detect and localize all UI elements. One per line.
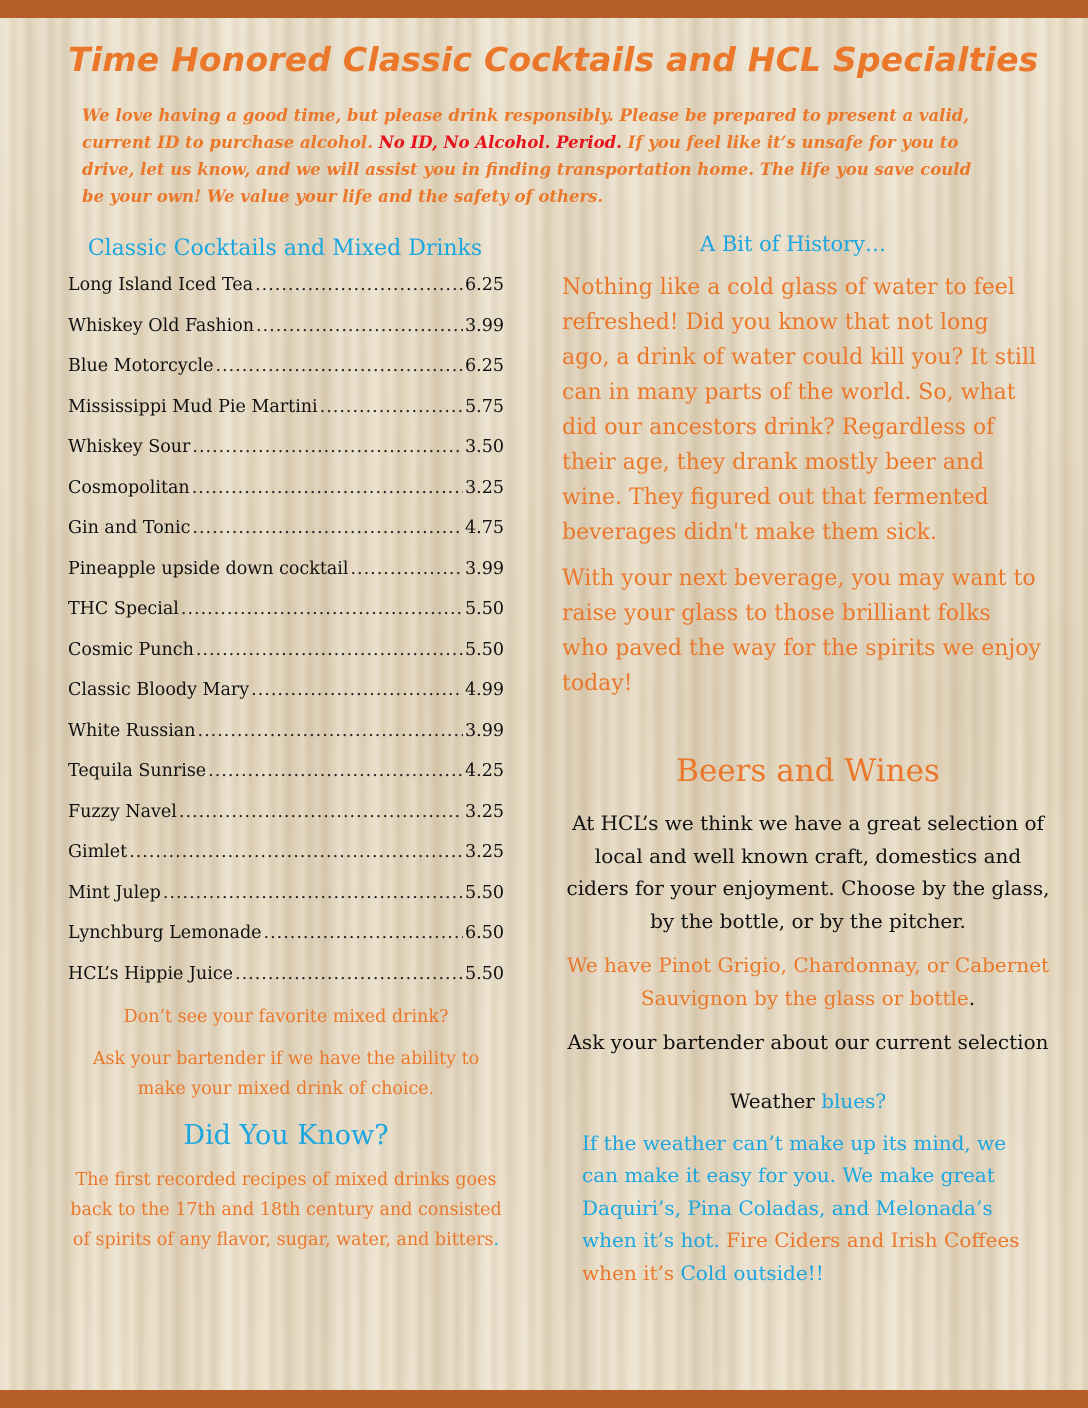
weather-text-blue-end: Cold outside!! <box>680 1260 824 1285</box>
menu-item <box>68 356 504 397</box>
item-name: Cosmopolitan <box>68 477 190 498</box>
item-price: 5.75 <box>465 396 504 417</box>
weather-text-orange: Fire Ciders and Irish Coffees when it’s <box>582 1228 1020 1285</box>
dot-leader <box>192 437 463 457</box>
item-price: 5.50 <box>465 963 504 984</box>
menu-item <box>68 923 504 964</box>
id-warning: No ID, No Alcohol. Period. <box>378 133 622 152</box>
weather-heading-b: blues? <box>821 1088 887 1113</box>
left-column <box>68 236 504 1255</box>
item-price: 6.25 <box>465 356 504 376</box>
page-title: Time Honored Classic Cocktails and HCL Specialties <box>68 40 1039 79</box>
dot-leader <box>235 964 463 984</box>
weather-body <box>582 1127 1042 1290</box>
item-price: 4.25 <box>465 761 504 781</box>
item-name: Gin and Tonic <box>68 518 191 538</box>
item-price: 5.50 <box>465 639 504 660</box>
notice-text-1: We love having a good time, but please drink responsibly. Please be prepared to present a valid, current ID to purchase alcohol. <box>82 106 969 152</box>
item-name: Whiskey Sour <box>68 437 191 457</box>
did-you-know-body <box>68 1165 504 1255</box>
item-price: 5.50 <box>465 599 504 619</box>
item-price: 6.25 <box>465 275 504 295</box>
item-name: Mississippi Mud Pie Martini <box>68 396 318 417</box>
item-price: 3.99 <box>465 558 504 579</box>
item-price: 3.25 <box>465 801 504 822</box>
item-name: Mint Julep <box>68 882 161 903</box>
item-name: Lynchburg Lemonade <box>68 923 262 943</box>
item-name: Fuzzy Navel <box>68 801 177 822</box>
beers-wines-heading: Beers and Wines <box>676 753 940 789</box>
dont-see-text: Don’t see your favorite mixed drink? <box>123 1007 449 1027</box>
beers-body: At HCL’s we think we have a great selection of local and well known craft, domestics and ciders for your enjoyment. Choose by the glass, by the bottle, or by the pitcher. <box>566 811 1050 933</box>
item-name: Cosmic Punch <box>68 639 194 660</box>
menu-item <box>68 559 504 600</box>
item-name: Long Island Iced Tea <box>68 275 254 295</box>
menu-item <box>68 640 504 681</box>
menu-item <box>68 437 504 478</box>
dot-leader <box>192 518 463 538</box>
item-name: Blue Motorcycle <box>68 356 214 376</box>
dot-leader <box>179 802 463 822</box>
menu-item <box>68 721 504 762</box>
item-name: Whiskey Old Fashion <box>68 315 254 336</box>
ask-current-selection: Ask your bartender about our current selection <box>567 1030 1049 1054</box>
item-name: Pineapple upside down cocktail <box>68 558 349 579</box>
dot-leader <box>251 680 463 700</box>
history-paragraph-2: With your next beverage, you may want to raise your glass to those brilliant folks who paved the way for the spirits we enjoy today! <box>562 566 1041 696</box>
menu-item <box>68 518 504 559</box>
dot-leader <box>208 761 463 781</box>
item-price: 3.25 <box>465 842 504 862</box>
weather-heading <box>562 1089 1054 1113</box>
menu-item <box>68 599 504 640</box>
top-border-band <box>0 0 1088 18</box>
menu-item <box>68 397 504 438</box>
menu-item <box>68 316 504 357</box>
cocktails-heading: Classic Cocktails and Mixed Drinks <box>87 236 483 261</box>
responsibility-notice <box>82 102 982 210</box>
item-name: Classic Bloody Mary <box>68 680 250 700</box>
weather-heading-a: Weather <box>729 1088 822 1113</box>
item-price: 5.50 <box>465 882 504 903</box>
wines-text <box>562 949 1054 1014</box>
item-name: HCL’s Hippie Juice <box>68 963 234 984</box>
menu-item <box>68 802 504 843</box>
history-paragraph-1: Nothing like a cold glass of water to feel refreshed! Did you know that not long ago, a drink of water could kill you? It still can in many parts of the world. So, what did our ancestors drink? Regardless of their age, they drank mostly beer and wine. They figured out that fermented beverages didn't make them sick. <box>562 275 1037 545</box>
item-price: 3.50 <box>465 437 504 457</box>
menu-item <box>68 964 504 1005</box>
item-price: 4.75 <box>465 518 504 538</box>
dot-leader <box>264 923 464 943</box>
dot-leader <box>163 883 463 903</box>
ask-bartender-text: Ask your bartender if we have the ability to make your mixed drink of choice. <box>92 1049 480 1099</box>
item-name: THC Special <box>68 599 179 619</box>
did-you-know-text: The first recorded recipes of mixed drinks goes back to the 17th and 18th century and consisted of spirits of any flavor, sugar, water, and bitters <box>70 1170 502 1250</box>
dot-leader <box>255 275 463 295</box>
menu-item <box>68 680 504 721</box>
item-price: 3.25 <box>465 477 504 498</box>
menu-item <box>68 275 504 316</box>
item-price: 4.99 <box>465 680 504 700</box>
wines-period: . <box>968 985 976 1010</box>
dot-leader <box>196 640 463 660</box>
dot-leader <box>181 599 463 619</box>
item-price: 3.99 <box>465 315 504 336</box>
menu-item <box>68 478 504 519</box>
right-column <box>562 232 1050 1289</box>
item-name: Gimlet <box>68 842 128 862</box>
dot-leader <box>215 356 463 376</box>
item-name: Tequila Sunrise <box>68 761 207 781</box>
dot-leader <box>198 721 464 741</box>
notice-text-2: If you feel like it’s unsafe for you to drive, let us know, and we will assist you in finding transportation home. The life you save could be your own! We value your life and the safety of others. <box>82 133 972 206</box>
menu-item <box>68 761 504 802</box>
wines-list: We have Pinot Grigio, Chardonnay, or Cabernet Sauvignon by the glass or bottle <box>566 953 1050 1010</box>
item-name: White Russian <box>68 720 196 741</box>
dot-leader <box>256 316 463 336</box>
menu-item <box>68 842 504 883</box>
dot-leader <box>129 842 463 862</box>
menu-item <box>68 883 504 924</box>
weather-text-blue: If the weather can’t make up its mind, we can make it easy for you. We make great Daquiri’s, Pina Coladas, and Melonada’s when it’s hot. <box>582 1130 1007 1252</box>
did-you-know-heading: Did You Know? <box>183 1120 389 1151</box>
bottom-border-band <box>0 1390 1088 1408</box>
dot-leader <box>192 478 463 498</box>
item-price: 6.50 <box>465 923 504 943</box>
dot-leader <box>320 397 463 417</box>
history-heading: A Bit of History… <box>700 232 886 256</box>
item-price: 3.99 <box>465 720 504 741</box>
dot-leader <box>350 559 463 579</box>
cocktail-menu-list <box>68 275 504 1004</box>
did-you-know-period: . <box>493 1230 500 1250</box>
